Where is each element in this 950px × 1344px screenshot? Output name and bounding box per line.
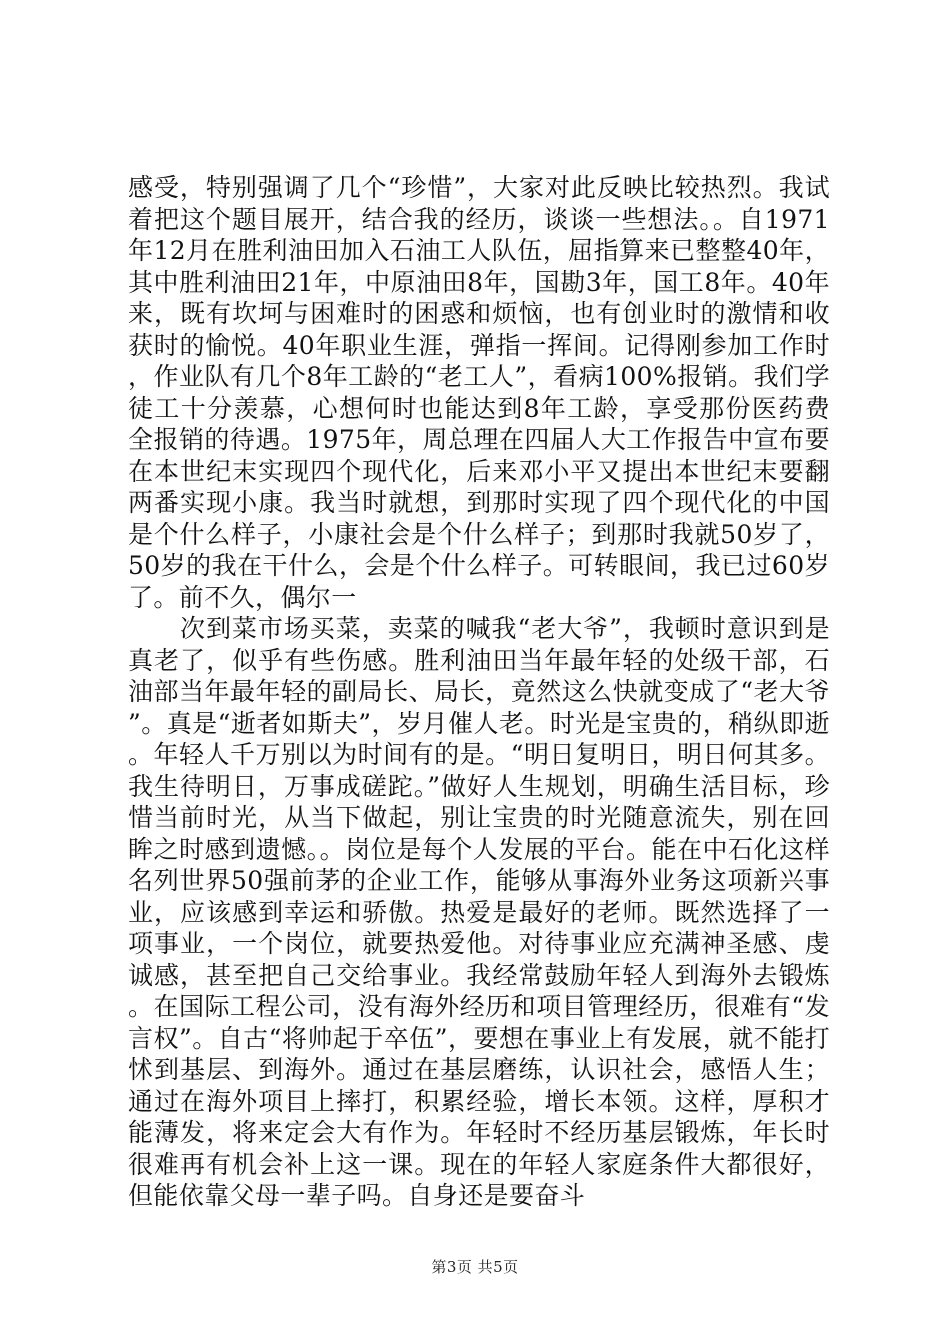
paragraph-2: 次到菜市场买菜，卖菜的喊我“老大爷”，我顿时意识到是真老了，似乎有些伤感。胜利油田当年最年轻的处级干部，石油部当年最年轻的副局长、局长，竟然这么快就变成了“老大爷”。真是“逝者如斯夫”，岁月催人老。时光是宝贵的，稍纵即逝。年轻人千万别以为时间有的是。“明日复明日，明日何其多。我生待明日，万事成磋跎。”做好人生规划，明确生活目标，珍惜当前时光，从当下做起，别让宝贵的时光随意流失，别在回眸之时感到遗憾。。岗位是每个人发展的平台。能在中石化这样名列世界50强前茅的企业工作，能够从事海外业务这项新兴事业，应该感到幸运和骄傲。热爱是最好的老师。既然选择了一项事业，一个岗位，就要热爱他。对待事业应充满神圣感、虔诚感，甚至把自己交给事业。我经常鼓励年轻人到海外去锻炼。在国际工程公司，没有海外经历和项目管理经历，很难有“发言权”。自古“将帅起于卒伍”，要想在事业上有发展，就不能打怵到基层、到海外。通过在基层磨练，认识社会，感悟人生；通过在海外项目上摔打，积累经验，增长本领。这样，厚积才能薄发，将来定会大有作为。年轻时不经历基层锻炼，年长时很难再有机会补上这一课。现在的年轻人家庭条件大都很好，但能依靠父母一辈子吗。自身还是要奋斗	[128, 614, 830, 1210]
page-number-footer: 第3页 共5页	[431, 1258, 519, 1276]
paragraph-1: 感受，特别强调了几个“珍惜”，大家对此反映比较热烈。我试着把这个题目展开，结合我的经历，谈谈一些想法。。自1971年12月在胜利油田加入石油工人队伍，屈指算来已整整40年，其中胜利油田21年，中原油田8年，国勘3年，国工8年。40年来，既有坎坷与困难时的困惑和烦恼，也有创业时的激情和收获时的愉悦。40年职业生涯，弹指一挥间。记得刚参加工作时，作业队有几个8年工龄的“老工人”，看病100%报销。我们学徒工十分羡慕，心想何时也能达到8年工龄，享受那份医药费全报销的待遇。1975年，周总理在四届人大工作报告中宣布要在本世纪末实现四个现代化，后来邓小平又提出本世纪末要翻两番实现小康。我当时就想，到那时实现了四个现代化的中国是个什么样子，小康社会是个什么样子；到那时我就50岁了，50岁的我在干什么，会是个什么样子。可转眼间，我已过60岁了。前不久，偶尔一	[128, 173, 830, 612]
document-body	[128, 172, 830, 1212]
